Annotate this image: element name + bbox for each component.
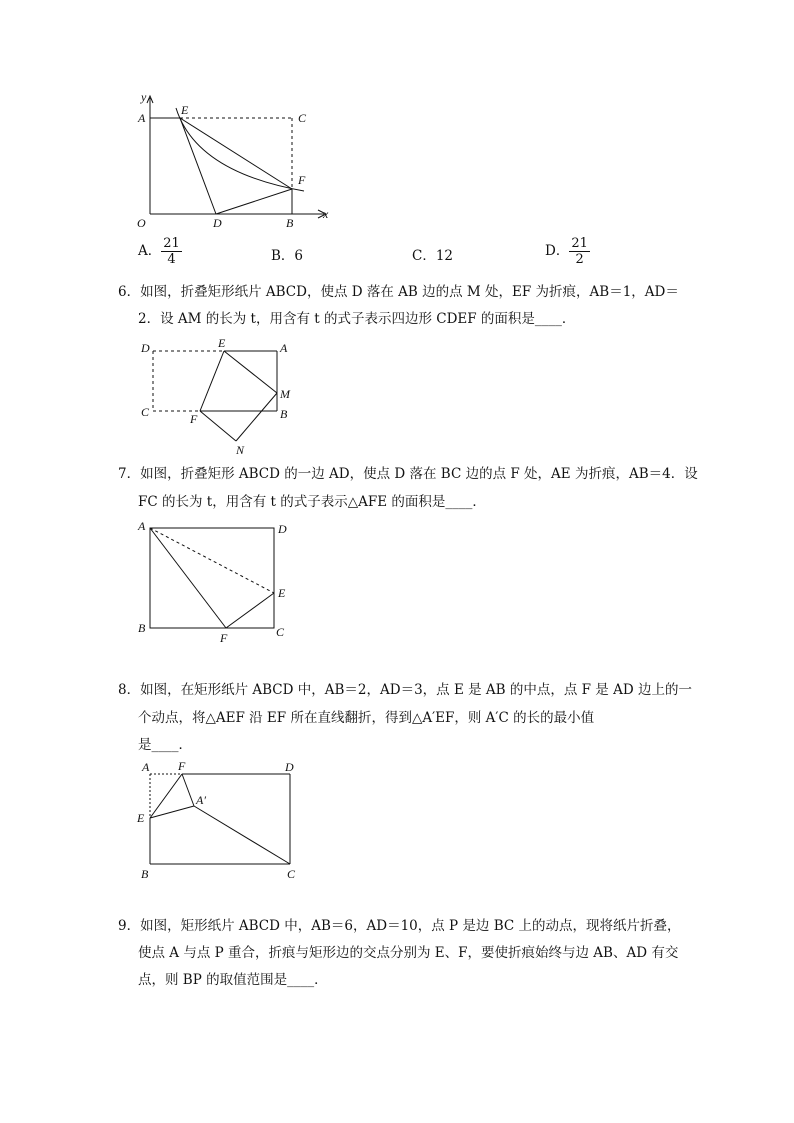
segment-FE [226, 593, 274, 628]
label-F: F [298, 173, 306, 187]
segment-DF [216, 189, 292, 214]
label-C: C [141, 405, 150, 419]
label-C: C [287, 867, 296, 881]
segment-EA-prime [150, 806, 194, 818]
label-x: x [323, 207, 329, 221]
segment-EF [180, 118, 292, 189]
choice-c-value: 12 [435, 248, 454, 264]
choice-d-numerator: 21 [571, 236, 588, 251]
label-N: N [236, 443, 245, 457]
label-C: C [298, 111, 307, 125]
choice-a-denominator: 4 [167, 252, 176, 267]
q6-figure [138, 336, 298, 458]
choice-d-letter: D． [545, 243, 570, 259]
choice-d [545, 236, 590, 267]
label-E: E [137, 811, 145, 825]
q6-line-1: 6．如图，折叠矩形纸片 ABCD，使点 D 落在 AB 边的点 M 处，EF 为折痕，AB＝1，AD＝ [118, 284, 679, 300]
segment-MN [236, 393, 277, 441]
choice-b [271, 244, 303, 264]
hyperbola-curve [176, 108, 304, 191]
q8-line-1: 8．如图，在矩形纸片 ABCD 中，AB＝2，AD＝3，点 E 是 AB 的中点，点 F 是 AD 边上的一 [118, 682, 692, 698]
label-F: F [190, 412, 198, 426]
label-A: A [142, 760, 150, 774]
choice-b-value: 6 [294, 248, 304, 264]
segment-FA-prime [182, 774, 194, 806]
q6-line-2: 2．设 AM 的长为 t，用含有 t 的式子表示四边形 CDEF 的面积是____． [138, 311, 576, 327]
q9-line-3: 点，则 BP 的取值范围是____． [138, 972, 328, 988]
q5-figure [130, 92, 340, 232]
label-A: A [138, 519, 146, 533]
segment-AE-dashed [150, 528, 274, 593]
segment-ED [180, 118, 216, 214]
q9-line-2: 使点 A 与点 P 重合，折痕与矩形边的交点分别为 E、F，要使折痕始终与边 AB、AD 有交 [138, 945, 679, 961]
q9-line-1: 9．如图，矩形纸片 ABCD 中，AB＝6，AD＝10，点 P 是边 BC 上的动点，现将纸片折叠， [118, 918, 681, 934]
label-M: M [280, 387, 290, 401]
choice-d-denominator: 2 [575, 252, 584, 267]
label-A-prime: A′ [196, 793, 206, 807]
rectangle-ABCD [150, 528, 274, 628]
label-F: F [178, 760, 186, 773]
q7-line-2: FC 的长为 t，用含有 t 的式子表示△AFE 的面积是____． [138, 494, 486, 510]
choice-c-letter: C． [412, 248, 436, 264]
label-F: F [220, 631, 228, 645]
segment-AF [150, 528, 226, 628]
segment-EF [150, 774, 182, 818]
choice-a-letter: A． [138, 243, 162, 259]
label-D: D [141, 341, 150, 355]
label-B: B [141, 867, 149, 881]
label-D: D [213, 216, 222, 230]
segment-NF [200, 411, 236, 441]
label-B: B [286, 216, 294, 230]
label-D: D [278, 522, 287, 536]
q8-line-2: 个动点，将△AEF 沿 EF 所在直线翻折，得到△A′EF，则 A′C 的长的最小值 [138, 710, 595, 726]
label-A: A [138, 111, 146, 125]
q7-line-1: 7．如图，折叠矩形 ABCD 的一边 AD，使点 D 落在 BC 边的点 F 处，AE 为折痕，AB＝4．设 [118, 466, 698, 482]
label-C: C [276, 625, 285, 639]
label-y: y [141, 92, 147, 104]
segment-EF [200, 351, 224, 411]
segment-A-prime-C [194, 806, 290, 864]
label-O: O [137, 216, 146, 230]
segment-EM [224, 351, 277, 393]
q8-line-3: 是____． [138, 737, 192, 753]
choice-a-fraction [161, 236, 182, 267]
choice-b-letter: B． [271, 248, 295, 264]
label-B: B [280, 407, 288, 421]
label-E: E [218, 336, 226, 350]
label-D: D [285, 760, 294, 774]
label-B: B [138, 621, 146, 635]
choice-a [138, 236, 182, 267]
choice-a-numerator: 21 [163, 236, 180, 251]
label-A: A [280, 341, 288, 355]
q8-figure [134, 760, 304, 882]
label-E: E [278, 586, 286, 600]
choice-c [412, 244, 453, 264]
q7-figure [134, 518, 304, 648]
choice-d-fraction [569, 236, 590, 267]
label-E: E [181, 103, 189, 117]
